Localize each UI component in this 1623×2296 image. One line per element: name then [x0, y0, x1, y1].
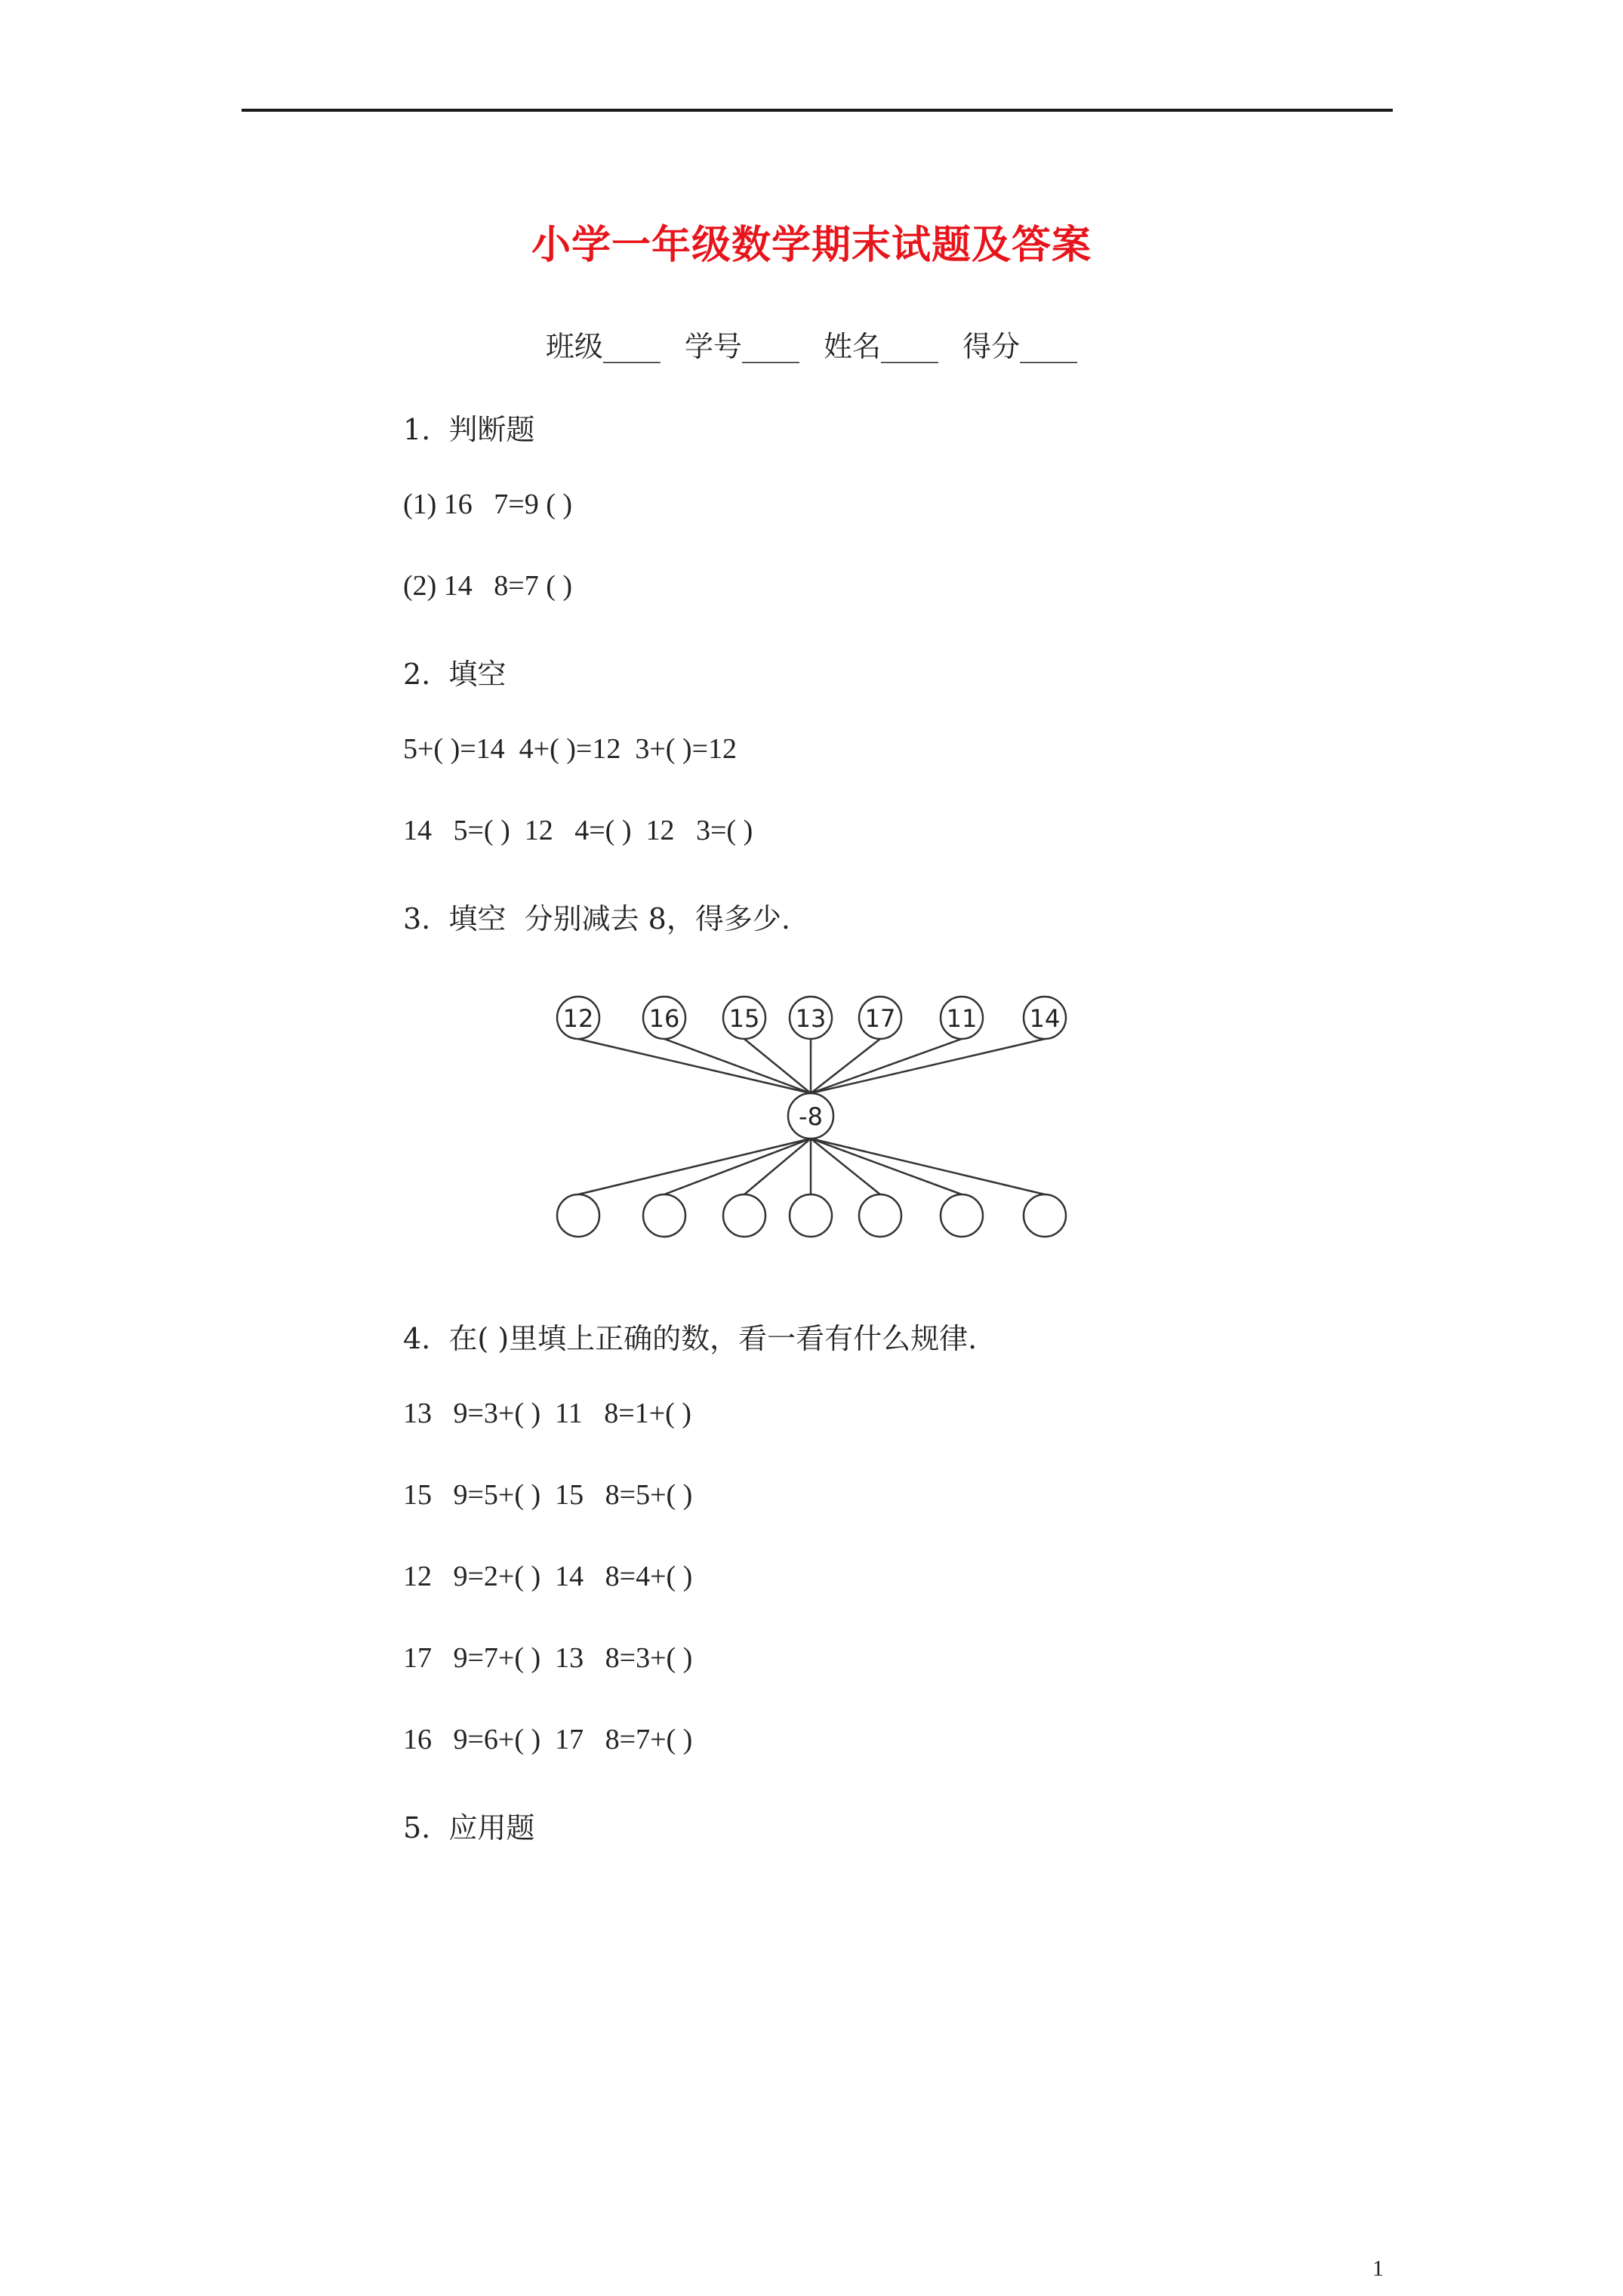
connector-line-bottom: [664, 1139, 811, 1194]
score-field: 得分____: [962, 330, 1078, 363]
connector-line-top: [578, 1039, 811, 1093]
q4-line-2: 15 9=5+( ) 15 8=5+( ): [403, 1479, 693, 1511]
class-field: 班级____: [545, 330, 661, 363]
page-title: 小学一年级数学期末试题及答案: [531, 222, 1092, 268]
answer-circle: [1024, 1194, 1066, 1237]
q2-heading: 2. 填空: [403, 658, 507, 691]
q4-line-3: 12 9=2+( ) 14 8=4+( ): [403, 1561, 693, 1592]
answer-circle: [643, 1194, 685, 1237]
name-field: 姓名____: [824, 330, 939, 363]
connector-line-top: [664, 1039, 811, 1093]
page-number: 1: [1372, 2256, 1384, 2281]
answer-circle: [859, 1194, 901, 1237]
q4-line-4: 17 9=7+( ) 13 8=3+( ): [403, 1642, 693, 1674]
top-number-label: 15: [728, 1004, 760, 1033]
q4-line-1: 13 9=3+( ) 11 8=1+( ): [403, 1398, 691, 1429]
top-number-label: 12: [562, 1004, 594, 1033]
q2-line-2: 14 5=( ) 12 4=( ) 12 3=( ): [403, 815, 753, 846]
top-number-label: 11: [946, 1004, 978, 1033]
top-number-label: 17: [864, 1004, 896, 1033]
answer-circle: [941, 1194, 983, 1237]
student-no-field: 学号____: [684, 330, 799, 363]
q1-heading: 1. 判断题: [403, 413, 535, 446]
center-operator-label: -8: [799, 1102, 823, 1131]
q1-item-1: (1) 16 7=9 ( ): [403, 488, 573, 520]
top-number-label: 13: [795, 1004, 827, 1033]
top-number-label: 14: [1029, 1004, 1061, 1033]
q4-line-5: 16 9=6+( ) 17 8=7+( ): [403, 1724, 693, 1755]
answer-circle: [557, 1194, 599, 1237]
q3-heading: 3. 填空 分别减去 8，得多少.: [403, 902, 790, 935]
answer-circle: [723, 1194, 765, 1237]
q1-item-2: (2) 14 8=7 ( ): [403, 570, 573, 602]
q4-heading: 4. 在( )里填上正确的数，看一看有什么规律.: [403, 1322, 978, 1355]
answer-circle: [790, 1194, 832, 1237]
connector-line-bottom: [578, 1139, 811, 1194]
top-number-label: 16: [648, 1004, 680, 1033]
q5-heading: 5. 应用题: [403, 1811, 535, 1845]
q2-line-1: 5+( )=14 4+( )=12 3+( )=12: [403, 733, 738, 765]
connector-line-top: [811, 1039, 962, 1093]
connector-line-bottom: [811, 1139, 962, 1194]
